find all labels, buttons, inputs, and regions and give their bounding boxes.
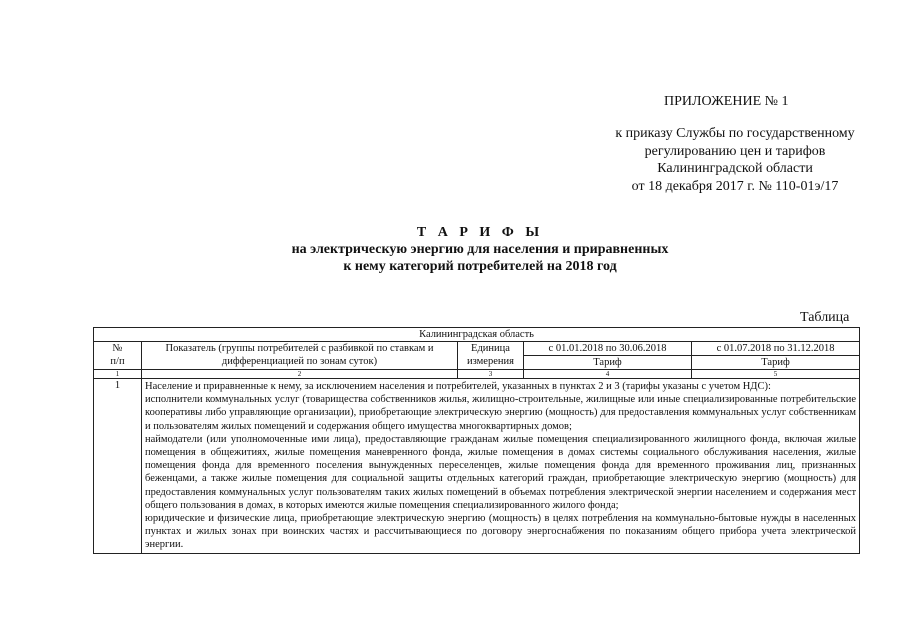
title-line: на электрическую энергию для населения и приравненных <box>291 242 669 257</box>
row-paragraph: наймодатели (или уполномоченные ими лица), предоставляющие гражданам жилые помещения специализированного жилищного фонда, включая жилые помещения в общежитиях, жилые помещения маневренного фонда, жилые помещения в домах системы социального обслуживания населения, жилые помещения фонда для временного поселения вынужденных переселенцев, жилые помещения фонда для временного проживания лиц, признанных беженцами, а также жилые помещения для социальной защиты отдельных категорий граждан, приобретающие электрическую энергию (мощность) для предоставления коммунальных услуг пользователям таких жилых помещений в объемах потребления электрической энергии населением и содержания мест общего пользования в домах, в которых имеются жилые помещения специализированного жилого фонда; <box>145 433 857 511</box>
row-number: 1 <box>94 379 142 554</box>
col-number: 3 <box>458 370 524 379</box>
col-number: 5 <box>692 370 860 379</box>
table-header-row <box>94 342 860 356</box>
table-label: Таблица <box>800 310 850 325</box>
header-period-2: с 01.07.2018 по 31.12.2018 <box>692 342 860 356</box>
column-number-row <box>94 370 860 379</box>
tariff-table <box>93 327 860 554</box>
col-number: 4 <box>524 370 692 379</box>
order-line: Калининградской области <box>657 161 813 176</box>
header-num-sub: п/п <box>110 356 125 367</box>
header-tariff-1: Тариф <box>524 356 692 370</box>
row-description <box>142 379 860 554</box>
header-tariff-2: Тариф <box>692 356 860 370</box>
col-number: 2 <box>142 370 458 379</box>
appendix-number: ПРИЛОЖЕНИЕ № 1 <box>664 94 789 109</box>
title-line: к нему категорий потребителей на 2018 год <box>343 259 617 274</box>
col-number: 1 <box>94 370 142 379</box>
title-main: Т А Р И Ф Ы <box>416 225 544 240</box>
row-paragraph: исполнители коммунальных услуг (товарищества собственников жилья, жилищно-строительные, жилищные или иные специализированные потребительские кооперативы либо управляющие организации), приобретающие электрическую энергию (мощность) для предоставления коммунальных услуг собственникам и пользователям жилых помещений и содержания общего имущества многоквартирных домов; <box>145 394 857 432</box>
header-num <box>94 342 142 370</box>
header-unit: Единица измерения <box>458 342 524 370</box>
header-num-symbol: № <box>112 343 123 354</box>
order-line: от 18 декабря 2017 г. № 110-01э/17 <box>631 178 839 194</box>
header-indicator: Показатель (группы потребителей с разбивкой по ставкам и дифференциацией по зонам суток) <box>142 342 458 370</box>
order-line: регулированию цен и тарифов <box>644 143 826 159</box>
order-reference <box>590 125 880 195</box>
table-row <box>94 328 860 342</box>
header-period-1: с 01.01.2018 по 30.06.2018 <box>524 342 692 356</box>
region-cell: Калининградская область <box>94 328 860 342</box>
order-line: к приказу Службы по государственному <box>615 126 855 141</box>
row-paragraph: Население и приравненные к нему, за исключением населения и потребителей, указанных в пунктах 2 и 3 (тарифы указаны с учетом НДС): <box>145 381 771 392</box>
row-paragraph: юридические и физические лица, приобретающие электрическую энергию (мощность) в целях потребления на коммунально-бытовые нужды в населенных пунктах и жилых зонах при воинских частях и рассчитывающиеся по договору энергоснабжения по показаниям общего прибора учета электрической энергии. <box>145 513 857 551</box>
table-row <box>94 379 860 554</box>
document-title <box>0 224 905 275</box>
